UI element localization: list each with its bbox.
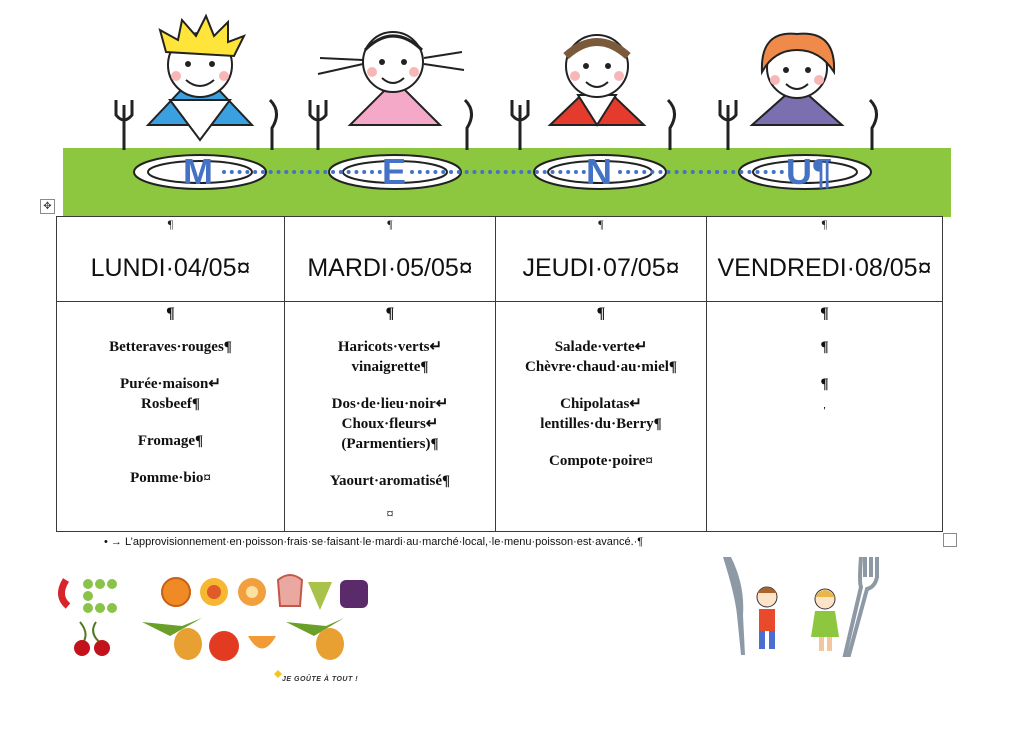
- dish: Compote·poire¤: [549, 453, 653, 469]
- cell-pilcrow: ¶: [387, 217, 393, 231]
- dish: Pomme·bio¤: [130, 470, 211, 486]
- dish: (Parmentiers)¶: [341, 436, 439, 452]
- dish: Chèvre·chaud·au·miel¶: [525, 359, 677, 375]
- menu-dots-3: [618, 170, 784, 174]
- cell-pilcrow: ¶: [821, 217, 828, 231]
- dish: Salade·verte↵: [554, 339, 648, 355]
- kids-with-cutlery-illustration: [715, 555, 880, 660]
- menu-letter-e: E: [382, 151, 407, 192]
- fork-icon: [845, 557, 877, 655]
- child-blond: [148, 16, 252, 140]
- dish: Chipolatas↵: [560, 396, 642, 412]
- menu-cell-lundi[interactable]: [57, 302, 285, 532]
- dish: Choux·fleurs↵: [341, 416, 439, 432]
- cell-pilcrow: ¶: [820, 305, 829, 322]
- dish: lentilles·du·Berry¶: [540, 416, 662, 432]
- day-cell-vendredi[interactable]: [707, 217, 943, 302]
- table-move-handle-icon[interactable]: ✥: [40, 199, 55, 214]
- knife-icon: [723, 557, 745, 655]
- menu-banner: [0, 0, 1024, 220]
- empty-paragraph: ¶: [820, 376, 829, 392]
- day-cell-mardi[interactable]: [285, 217, 496, 302]
- dish: Purée·maison↵: [120, 376, 221, 392]
- dish: vinaigrette¶: [351, 359, 429, 375]
- empty-paragraph: ': [823, 406, 826, 417]
- dish: Fromage¶: [137, 433, 204, 449]
- dish: Yaourt·aromatisé¶: [329, 473, 451, 489]
- menu-letter-m: M: [183, 151, 213, 192]
- menu-cell-vendredi[interactable]: [707, 302, 943, 532]
- menu-table: [56, 216, 943, 532]
- logo-caption: JE GOÛTE À TOUT !: [282, 676, 359, 683]
- menu-dots-1: [222, 170, 382, 174]
- dish: Dos·de·lieu·noir↵: [331, 396, 449, 412]
- cell-end-mark: ¤: [386, 507, 394, 522]
- day-title: VENDREDI·08/05¤: [717, 254, 932, 282]
- empty-paragraph: ¶: [820, 339, 829, 355]
- menu-cell-mardi[interactable]: [285, 302, 496, 532]
- menu-letter-u: U¶: [786, 151, 833, 192]
- table-resize-handle[interactable]: [943, 533, 957, 547]
- menu-cell-jeudi[interactable]: [496, 302, 707, 532]
- child-redhead: [752, 34, 842, 125]
- cell-pilcrow: ¶: [598, 217, 604, 231]
- cell-pilcrow: ¶: [385, 305, 395, 322]
- fish-supply-note: • → L’approvisionnement·en·poisson·frais·se·faisant·le·mardi·au·marché·local,·le·menu·poisson·est·avancé.·¶: [104, 536, 644, 548]
- cell-pilcrow: ¶: [596, 305, 606, 322]
- dish: Rosbeef¶: [141, 396, 200, 412]
- day-cell-lundi[interactable]: [57, 217, 285, 302]
- cell-pilcrow: ¶: [167, 217, 174, 231]
- children-at-table-illustration: [0, 0, 1024, 220]
- dish: Betteraves·rouges¶: [109, 339, 232, 355]
- dish: Haricots·verts↵: [337, 339, 443, 355]
- day-title: MARDI·05/05¤: [307, 254, 473, 282]
- child-pigtails: [318, 32, 464, 125]
- day-header-row: [57, 217, 943, 302]
- day-title: JEUDI·07/05¤: [522, 254, 680, 282]
- dish-row: [57, 302, 943, 532]
- menu-dots-2: [410, 170, 586, 174]
- day-title: LUNDI·04/05¤: [90, 254, 251, 282]
- cell-pilcrow: ¶: [166, 305, 175, 322]
- je-goute-a-tout-logo: [52, 566, 402, 691]
- day-cell-jeudi[interactable]: [496, 217, 707, 302]
- child-spiky: [550, 35, 644, 125]
- menu-letter-n: N: [586, 151, 612, 192]
